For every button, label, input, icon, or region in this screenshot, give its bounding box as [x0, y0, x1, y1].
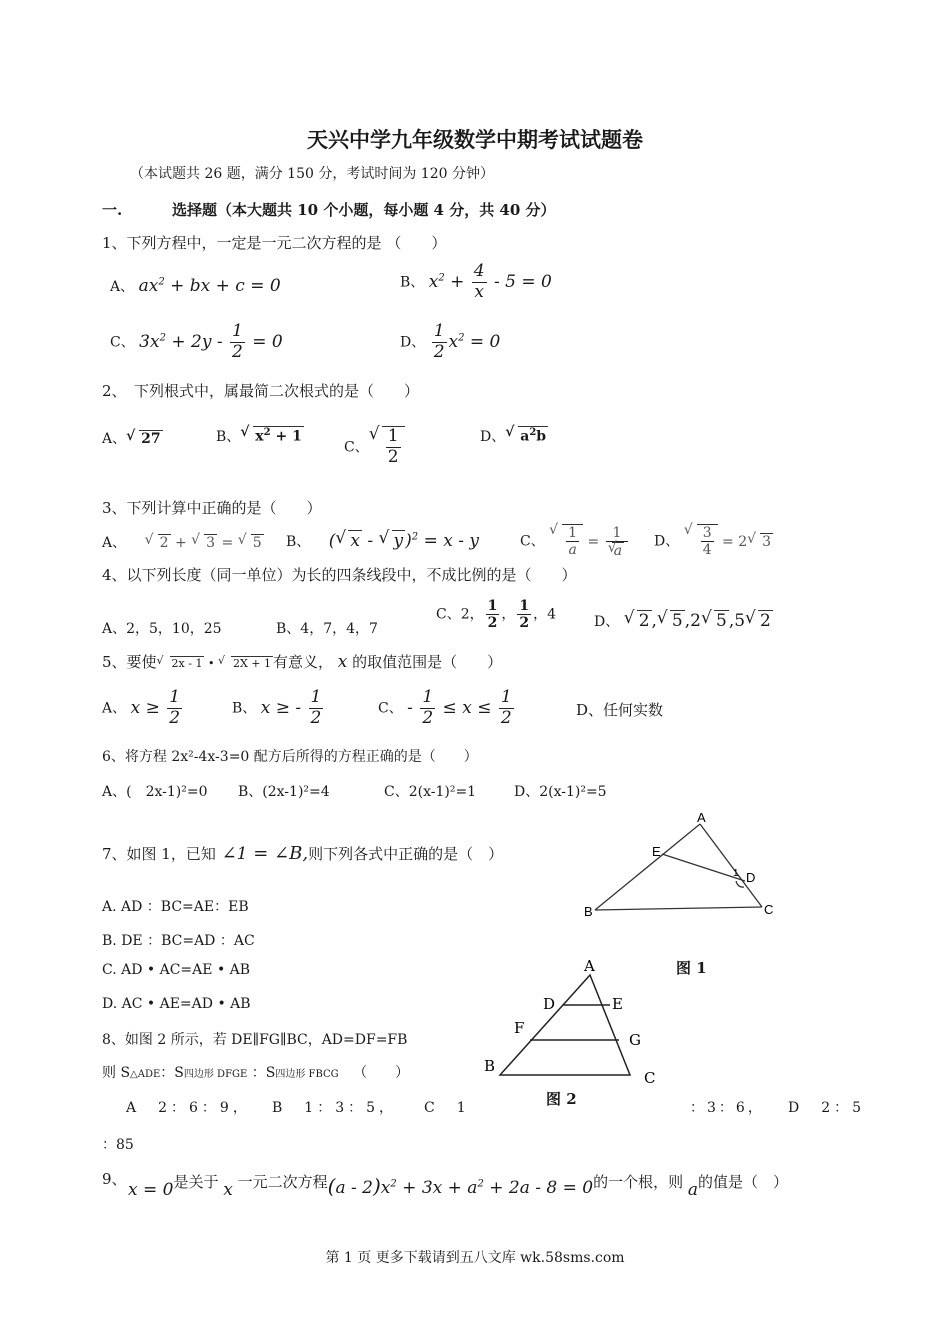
q7-option-c: C. AD • AC=AE • AB: [102, 962, 251, 978]
stem-part: 的值是（ ）: [698, 1173, 789, 1191]
section-heading: [102, 199, 556, 220]
q2-c-radical: √ $\frac{1}{2}$: [371, 426, 405, 467]
q8-option-c: C 1: [424, 1100, 470, 1116]
q1-option-d: [400, 322, 500, 362]
stem-part: 有意义，: [273, 653, 334, 671]
option-label: C、: [378, 700, 403, 717]
option-label: C、2，: [436, 606, 484, 623]
fig1-label-e: E: [652, 844, 661, 859]
q3-option-b: [286, 530, 479, 551]
stem-part: 的一个根，则: [593, 1173, 684, 1191]
stem-part: 是关于: [173, 1173, 219, 1191]
fig1-label-a: A: [697, 810, 706, 825]
section-number: 一.: [102, 201, 123, 219]
page-title: 天兴中学九年级数学中期考试试题卷: [307, 127, 643, 152]
q1-d-formula: $\frac{1}{2}$ $x^2 = 0$: [433, 321, 501, 362]
question-7-stem: 7、如图 1，已知 ∠1 = ∠B,则下列各式中正确的是（ ）: [102, 843, 504, 864]
fig2-label-g: G: [629, 1031, 641, 1049]
option-label: B、: [286, 534, 311, 550]
fig2-label-c: C: [644, 1069, 656, 1087]
question-3-stem: 3、下列计算中正确的是（ ）: [102, 499, 322, 517]
ratio-part: △ADE: [130, 1069, 161, 1080]
q7-option-a: A. AD ：BC=AE：EB: [102, 899, 249, 915]
q2-b-radical: √ $x^2 + 1$: [242, 426, 304, 445]
q3-option-d: [654, 524, 773, 558]
q3-a-formula: √ 2 + √ 3 = √ 5: [145, 535, 264, 551]
figure-1-caption: 图 1: [676, 959, 707, 977]
fig2-label-f: F: [514, 1019, 525, 1037]
question-1-stem: 1、下列方程中，一定是一元二次方程的是 （ ）: [102, 234, 447, 252]
stem-part: 5、要使: [102, 653, 157, 671]
option-label: C、: [520, 533, 545, 550]
option-label: D、: [594, 614, 620, 630]
fig2-label-e: E: [612, 995, 623, 1013]
question-2-stem: 2、 下列根式中，属最简二次根式的是（ ）: [102, 382, 420, 400]
q2-a-radical: √ 27: [128, 430, 162, 447]
stem-part: 的取值范围是（ ）: [352, 653, 503, 671]
q8-ratio: [102, 1062, 409, 1082]
page-footer: 第 1 页 更多下载请到五八文库 wk.58sms.com: [325, 1250, 625, 1266]
option-tail: ，4: [533, 606, 557, 623]
q1-b-formula: $x^2$ + $\frac{4}{x}$ - 5 = 0: [428, 261, 552, 302]
q2-option-c: [344, 426, 405, 467]
q6-option-b: B、(2x-1)²=4: [238, 784, 330, 800]
q8-option-c-tail: ：3：6，: [690, 1100, 765, 1116]
q3-option-c: [520, 524, 630, 559]
option-label: C、: [110, 334, 135, 351]
q5-option-b: B、 x ≥ - $\frac{1}{2}$: [232, 687, 322, 728]
stem-part: 7、如图 1，已知: [102, 845, 216, 863]
q1-a-formula: $ax^2$ + bx + c = 0: [138, 276, 281, 296]
fig2-label-a: A: [584, 957, 595, 975]
q2-d-radical: √ $a^2b$: [507, 426, 548, 445]
fig2-label-d: D: [543, 995, 556, 1013]
question-5-stem: 5、要使√ 2x - 1 • √ 2X + 1 有意义， x 的取值范围是（ ）: [102, 651, 502, 672]
q4-option-b: B、4，7，4，7: [276, 621, 378, 637]
ratio-part: ：S: [251, 1065, 276, 1081]
q3-d-formula: √ $\frac{3}{4}$ = 2√ 3: [684, 534, 773, 550]
question-8-stem: 8、如图 2 所示，若 DE∥FG∥BC，AD=DF=FB: [102, 1032, 408, 1048]
q8-option-d: D 2：5: [788, 1100, 866, 1116]
q1-option-b: [400, 262, 552, 302]
q5-option-c: C、 - $\frac{1}{2}$ ≤ x ≤ $\frac{1}{2}$: [378, 687, 512, 728]
q4-d-formula: √ 2 ,√ 5 ,2√ 5 ,5√ 2: [624, 611, 773, 631]
option-label: B、: [232, 700, 257, 717]
q1-c-formula: $3x^2 + 2y$ - $\frac{1}{2}$ = 0: [139, 321, 283, 362]
fig1-label-b: B: [584, 904, 593, 919]
q3-b-formula: (√ x - √ y )$^2$ = x - y: [329, 531, 479, 551]
fig1-label-c: C: [764, 902, 774, 917]
option-label: A、: [102, 535, 127, 551]
figure-1-triangle: [580, 808, 780, 928]
q1-option-c: [110, 322, 283, 362]
q7-option-b: B. DE ：BC=AD ：AC: [102, 933, 255, 949]
stem-part: 则下列各式中正确的是（ ）: [308, 845, 504, 863]
option-label: D、: [480, 429, 506, 445]
option-label: B、: [216, 429, 241, 445]
q6-option-a: A、( 2x-1)²=0: [102, 784, 208, 800]
ratio-part: ：S: [160, 1065, 184, 1081]
q8-option-b: B 1：3：5，: [272, 1100, 398, 1116]
question-4-stem: 4、以下列长度（同一单位）为长的四条线段中，不成比例的是（ ）: [102, 566, 577, 584]
option-label: A、: [102, 700, 127, 717]
fig2-label-b: B: [484, 1057, 496, 1075]
q6-option-d: D、2(x-1)²=5: [514, 784, 607, 800]
option-label: D、: [654, 533, 680, 550]
option-label: C、: [344, 439, 369, 456]
question-9-number: 9、: [102, 1170, 127, 1188]
ratio-part: 四边形 FBCG: [275, 1069, 339, 1080]
q8-option-a: A 2：6：9，: [126, 1100, 251, 1116]
q5-radicals: √ 2x - 1 • √ 2X + 1: [157, 657, 273, 670]
option-label: D、: [400, 334, 426, 351]
q5-option-d: D、任何实数: [576, 701, 664, 719]
stem-part: 一元二次方程: [237, 1173, 328, 1191]
ratio-part: 则 S: [102, 1065, 131, 1081]
q2-option-d: [480, 426, 548, 446]
figure-2-trapezoid: [480, 955, 670, 1090]
fig1-label-d: D: [746, 870, 756, 885]
q2-option-b: [216, 426, 304, 446]
q7-option-d: D. AC • AE=AD • AB: [102, 996, 251, 1012]
q5-option-a: A、 x ≥ $\frac{1}{2}$: [102, 687, 181, 728]
ratio-part: 四边形 DFGE: [183, 1069, 248, 1080]
q3-option-a: [102, 532, 264, 552]
option-label: A、: [110, 279, 135, 295]
q3-c-formula: √ $\frac{1}{a}$ = 1 √ a: [549, 534, 630, 550]
fig1-angle-label: 1: [733, 868, 739, 879]
question-6-stem: 6、将方程 2x²-4x-3=0 配方后所得的方程正确的是（ ）: [102, 749, 478, 765]
q2-option-a: [102, 428, 163, 448]
q4-option-d: [594, 610, 773, 631]
q1-option-a: [110, 276, 281, 296]
exam-info: （本试题共 26 题，满分 150 分，考试时间为 120 分钟）: [130, 166, 494, 182]
q6-option-c: C、2(x-1)²=1: [384, 784, 477, 800]
question-9-stem: x = 0是关于 x 一元二次方程$(a - 2)x^2 + 3x + a^2 + 2a - 8 = 0$的一个根，则 a的值是（ ）: [128, 1173, 789, 1200]
section-label: 选择题（本大题共 10 个小题，每小题 4 分，共 40 分）: [172, 201, 556, 219]
q8-option-d-tail: ：85: [102, 1137, 134, 1153]
option-label: B、: [400, 274, 425, 291]
q4-option-a: A、2，5，10，25: [102, 621, 222, 637]
q4-option-c: C、2， $\frac{1}{2}$ ， $\frac{1}{2}$ ，4: [436, 598, 557, 632]
figure-2-caption: 图 2: [546, 1090, 577, 1108]
ratio-part: （ ）: [353, 1065, 410, 1081]
option-label: A、: [102, 431, 127, 447]
